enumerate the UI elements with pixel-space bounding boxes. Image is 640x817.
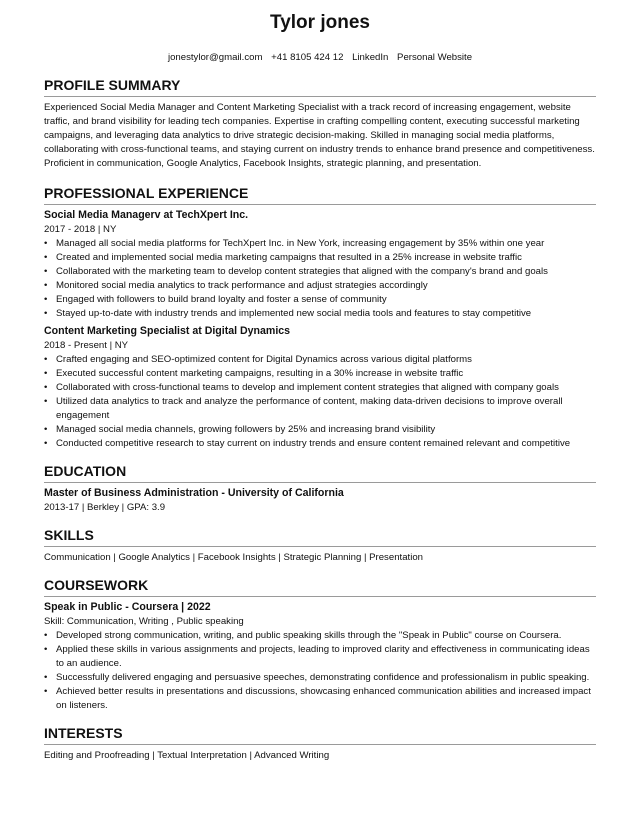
profile-summary-text: Experienced Social Media Manager and Content Marketing Specialist with a track record of increasing engagement, website traffic, and brand visibility for leading tech companies. Expertise in crafting compelling content, executing successful marketing campaigns, and leveraging data analytics to drive strategic decision-making. Skilled in managing social media platforms, collaborating with cross-functional teams, and staying current on industry trends to enhance brand presence and competitiveness. Proficient in communication, Google Analytics, Facebook Insights, strategic planning, and presentation. bbox=[44, 102, 595, 169]
list-item: • Conducted competitive research to stay current on industry trends and ensure content remained relevant and competitive bbox=[44, 437, 596, 451]
list-item: • Stayed up-to-date with industry trends and implemented new social media tools and features to stay competitive bbox=[44, 307, 596, 321]
list-item: • Developed strong communication, writing, and public speaking skills through the "Speak in Public" course on Coursera. bbox=[44, 629, 596, 643]
website-link[interactable]: Personal Website bbox=[397, 52, 473, 63]
job-title: Social Media Managerv at TechXpert Inc. bbox=[44, 209, 249, 221]
list-item: • Managed social media channels, growing followers by 25% and increasing brand visibility bbox=[44, 423, 596, 437]
profile-summary-heading: PROFILE SUMMARY bbox=[44, 77, 596, 97]
experience-heading: PROFESSIONAL EXPERIENCE bbox=[44, 185, 596, 205]
skills-text: Communication | Google Analytics | Facebook Insights | Strategic Planning | Presentation bbox=[44, 552, 423, 563]
coursework-heading: COURSEWORK bbox=[44, 577, 596, 597]
course-skills: Skill: Communication, Writing , Public speaking bbox=[44, 616, 244, 627]
list-item: • Successfully delivered engaging and persuasive speeches, demonstrating confidence and professionalism in public speaking. bbox=[44, 671, 596, 685]
job-entry bbox=[44, 324, 596, 451]
job-bullets bbox=[44, 353, 596, 451]
list-item: • Achieved better results in presentations and discussions, showcasing enhanced communication abilities and increased impact on listeners. bbox=[44, 685, 596, 713]
list-item: • Collaborated with the marketing team to develop content strategies that aligned with the company's brand and goals bbox=[44, 265, 596, 279]
interests-text: Editing and Proofreading | Textual Interpretation | Advanced Writing bbox=[44, 750, 330, 761]
candidate-name: Tylor jones bbox=[270, 12, 370, 33]
linkedin-link[interactable]: LinkedIn bbox=[352, 52, 389, 63]
job-title: Content Marketing Specialist at Digital Dynamics bbox=[44, 325, 291, 337]
skills-heading: SKILLS bbox=[44, 527, 596, 547]
list-item: • Crafted engaging and SEO-optimized content for Digital Dynamics across various digital platforms bbox=[44, 353, 596, 367]
list-item: • Applied these skills in various assignments and projects, leading to improved clarity and effectiveness in communicating ideas to an audience. bbox=[44, 643, 596, 671]
job-meta: 2018 - Present | NY bbox=[44, 340, 129, 351]
interests-heading: INTERESTS bbox=[44, 725, 596, 745]
list-item: • Created and implemented social media marketing campaigns that resulted in a 25% increase in website traffic bbox=[44, 251, 596, 265]
list-item: • Managed all social media platforms for TechXpert Inc. in New York, increasing engagement by 35% within one year bbox=[44, 237, 596, 251]
list-item: • Executed successful content marketing campaigns, resulting in a 30% increase in website traffic bbox=[44, 367, 596, 381]
list-item: • Utilized data analytics to track and analyze the performance of content, making data-driven decisions to improve overall engagement bbox=[44, 395, 596, 423]
list-item: • Monitored social media analytics to track performance and adjust strategies accordingly bbox=[44, 279, 596, 293]
email-link[interactable]: jonestylor@gmail.com bbox=[167, 52, 263, 63]
degree-title: Master of Business Administration - University of California bbox=[44, 487, 344, 499]
job-meta: 2017 - 2018 | NY bbox=[44, 224, 117, 235]
job-bullets bbox=[44, 237, 596, 321]
course-title: Speak in Public - Coursera | 2022 bbox=[44, 601, 211, 613]
list-item: • Engaged with followers to build brand loyalty and foster a sense of community bbox=[44, 293, 596, 307]
list-item: • Collaborated with cross-functional teams to develop and implement content strategies that aligned with company goals bbox=[44, 381, 596, 395]
job-entry bbox=[44, 208, 596, 321]
course-bullets bbox=[44, 629, 596, 713]
education-meta: 2013-17 | Berkley | GPA: 3.9 bbox=[44, 502, 166, 513]
phone-number: +41 8105 424 12 bbox=[271, 52, 344, 63]
education-heading: EDUCATION bbox=[44, 463, 596, 483]
contact-line bbox=[44, 52, 596, 64]
